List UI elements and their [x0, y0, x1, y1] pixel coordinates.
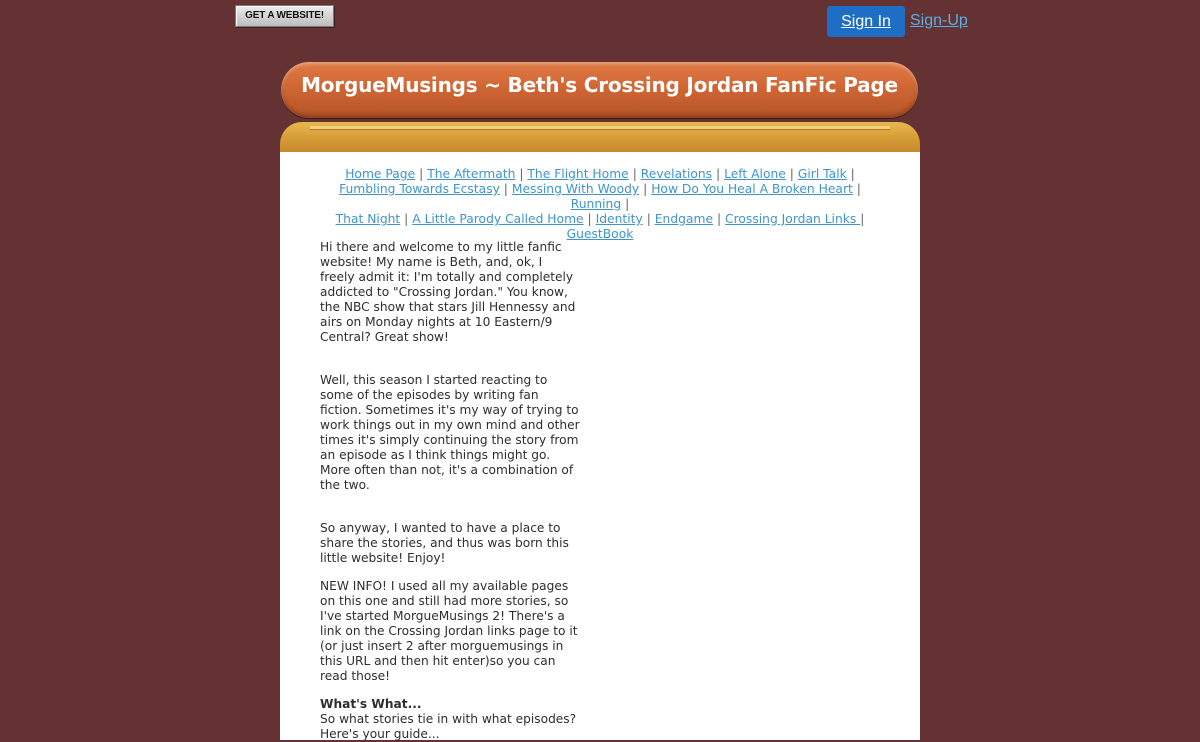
main-content — [280, 152, 920, 740]
nav-link-a-little-parody-called-home[interactable]: A Little Parody Called Home — [412, 212, 584, 226]
nav-link-endgame[interactable]: Endgame — [654, 212, 714, 226]
nav-link-girl-talk[interactable]: Girl Talk — [797, 167, 847, 181]
nav-link-how-do-you-heal-a-broken-heart[interactable]: How Do You Heal A Broken Heart — [651, 182, 853, 196]
nav-link-home-page[interactable]: Home Page — [345, 167, 416, 181]
nav-link-identity[interactable]: Identity — [595, 212, 643, 226]
nav-link-running[interactable]: Running — [570, 197, 622, 211]
nav-link-that-night[interactable]: That Night — [335, 212, 401, 226]
nav-link-messing-with-woody[interactable]: Messing With Woody — [511, 182, 640, 196]
paragraph-new-info: NEW INFO! I used all my available pages on this one and still had more stories, so I've started MorgueMusings 2! There's a link on the Crossing Jordan links page to it (or just insert 2 after morguemusings in this URL and then hit enter)so you can read those! — [320, 579, 578, 683]
page-title-banner — [281, 62, 918, 118]
section-heading-whats-what: What's What... — [320, 697, 422, 711]
nav-separator: | — [587, 212, 592, 226]
nav-link-revelations[interactable]: Revelations — [640, 167, 713, 181]
spacer — [320, 684, 580, 697]
paragraph-guide: So what stories tie in with what episodes? Here's your guide... — [320, 712, 577, 741]
nav-separator: | — [860, 212, 865, 226]
nav-separator: | — [404, 212, 409, 226]
nav-link-fumbling-towards-ecstasy[interactable]: Fumbling Towards Ecstasy — [339, 182, 500, 196]
intro-text — [320, 240, 580, 742]
paragraph-welcome: Hi there and welcome to my little fanfic website! My name is Beth, and, ok, I freely admit it: I'm totally and completely addicted to "Crossing Jordan." You know, the NBC show that stars Jill Hennessy and airs on Monday nights at 10 Eastern/9 Central? Great show! — [320, 240, 576, 344]
nav-separator: | — [646, 212, 651, 226]
sign-up-link[interactable]: Sign-Up — [910, 12, 968, 29]
nav-links — [316, 167, 884, 242]
nav-separator: | — [716, 212, 722, 226]
gold-bar-highlight — [310, 126, 890, 129]
get-a-website-button[interactable]: GET A WEBSITE! — [235, 5, 334, 27]
sign-in-button[interactable]: Sign In — [827, 6, 905, 37]
nav-link-the-aftermath[interactable]: The Aftermath — [427, 167, 516, 181]
nav-separator: | — [856, 182, 861, 196]
nav-separator: | — [643, 182, 648, 196]
nav-separator: | — [419, 167, 424, 181]
nav-link-left-alone[interactable]: Left Alone — [724, 167, 786, 181]
top-bar — [0, 0, 1200, 44]
nav-separator: | — [519, 167, 524, 181]
spacer — [320, 566, 580, 579]
page-title: MorgueMusings ~ Beth's Crossing Jordan FanFic Page — [301, 73, 898, 97]
nav-separator: | — [625, 197, 630, 211]
nav-separator: | — [850, 167, 855, 181]
decorative-gold-bar — [280, 122, 920, 152]
nav-separator: | — [716, 167, 721, 181]
paragraph-fan-fiction: Well, this season I started reacting to some of the episodes by writing fan fiction. Sometimes it's my way of trying to work things out in my own mind and other times it's simply continuing the story from an episode as I think things might go. More often than not, it's a combination of the two. — [320, 373, 580, 492]
nav-link-the-flight-home[interactable]: The Flight Home — [527, 167, 629, 181]
nav-link-crossing-jordan-links[interactable]: Crossing Jordan Links — [725, 212, 861, 226]
nav-link-guestbook[interactable]: GuestBook — [566, 227, 634, 241]
spacer — [320, 345, 580, 373]
nav-separator: | — [632, 167, 637, 181]
nav-separator: | — [789, 167, 794, 181]
spacer — [320, 493, 580, 521]
nav-separator: | — [503, 182, 508, 196]
paragraph-website-born: So anyway, I wanted to have a place to share the stories, and thus was born this little website! Enjoy! — [320, 521, 569, 565]
